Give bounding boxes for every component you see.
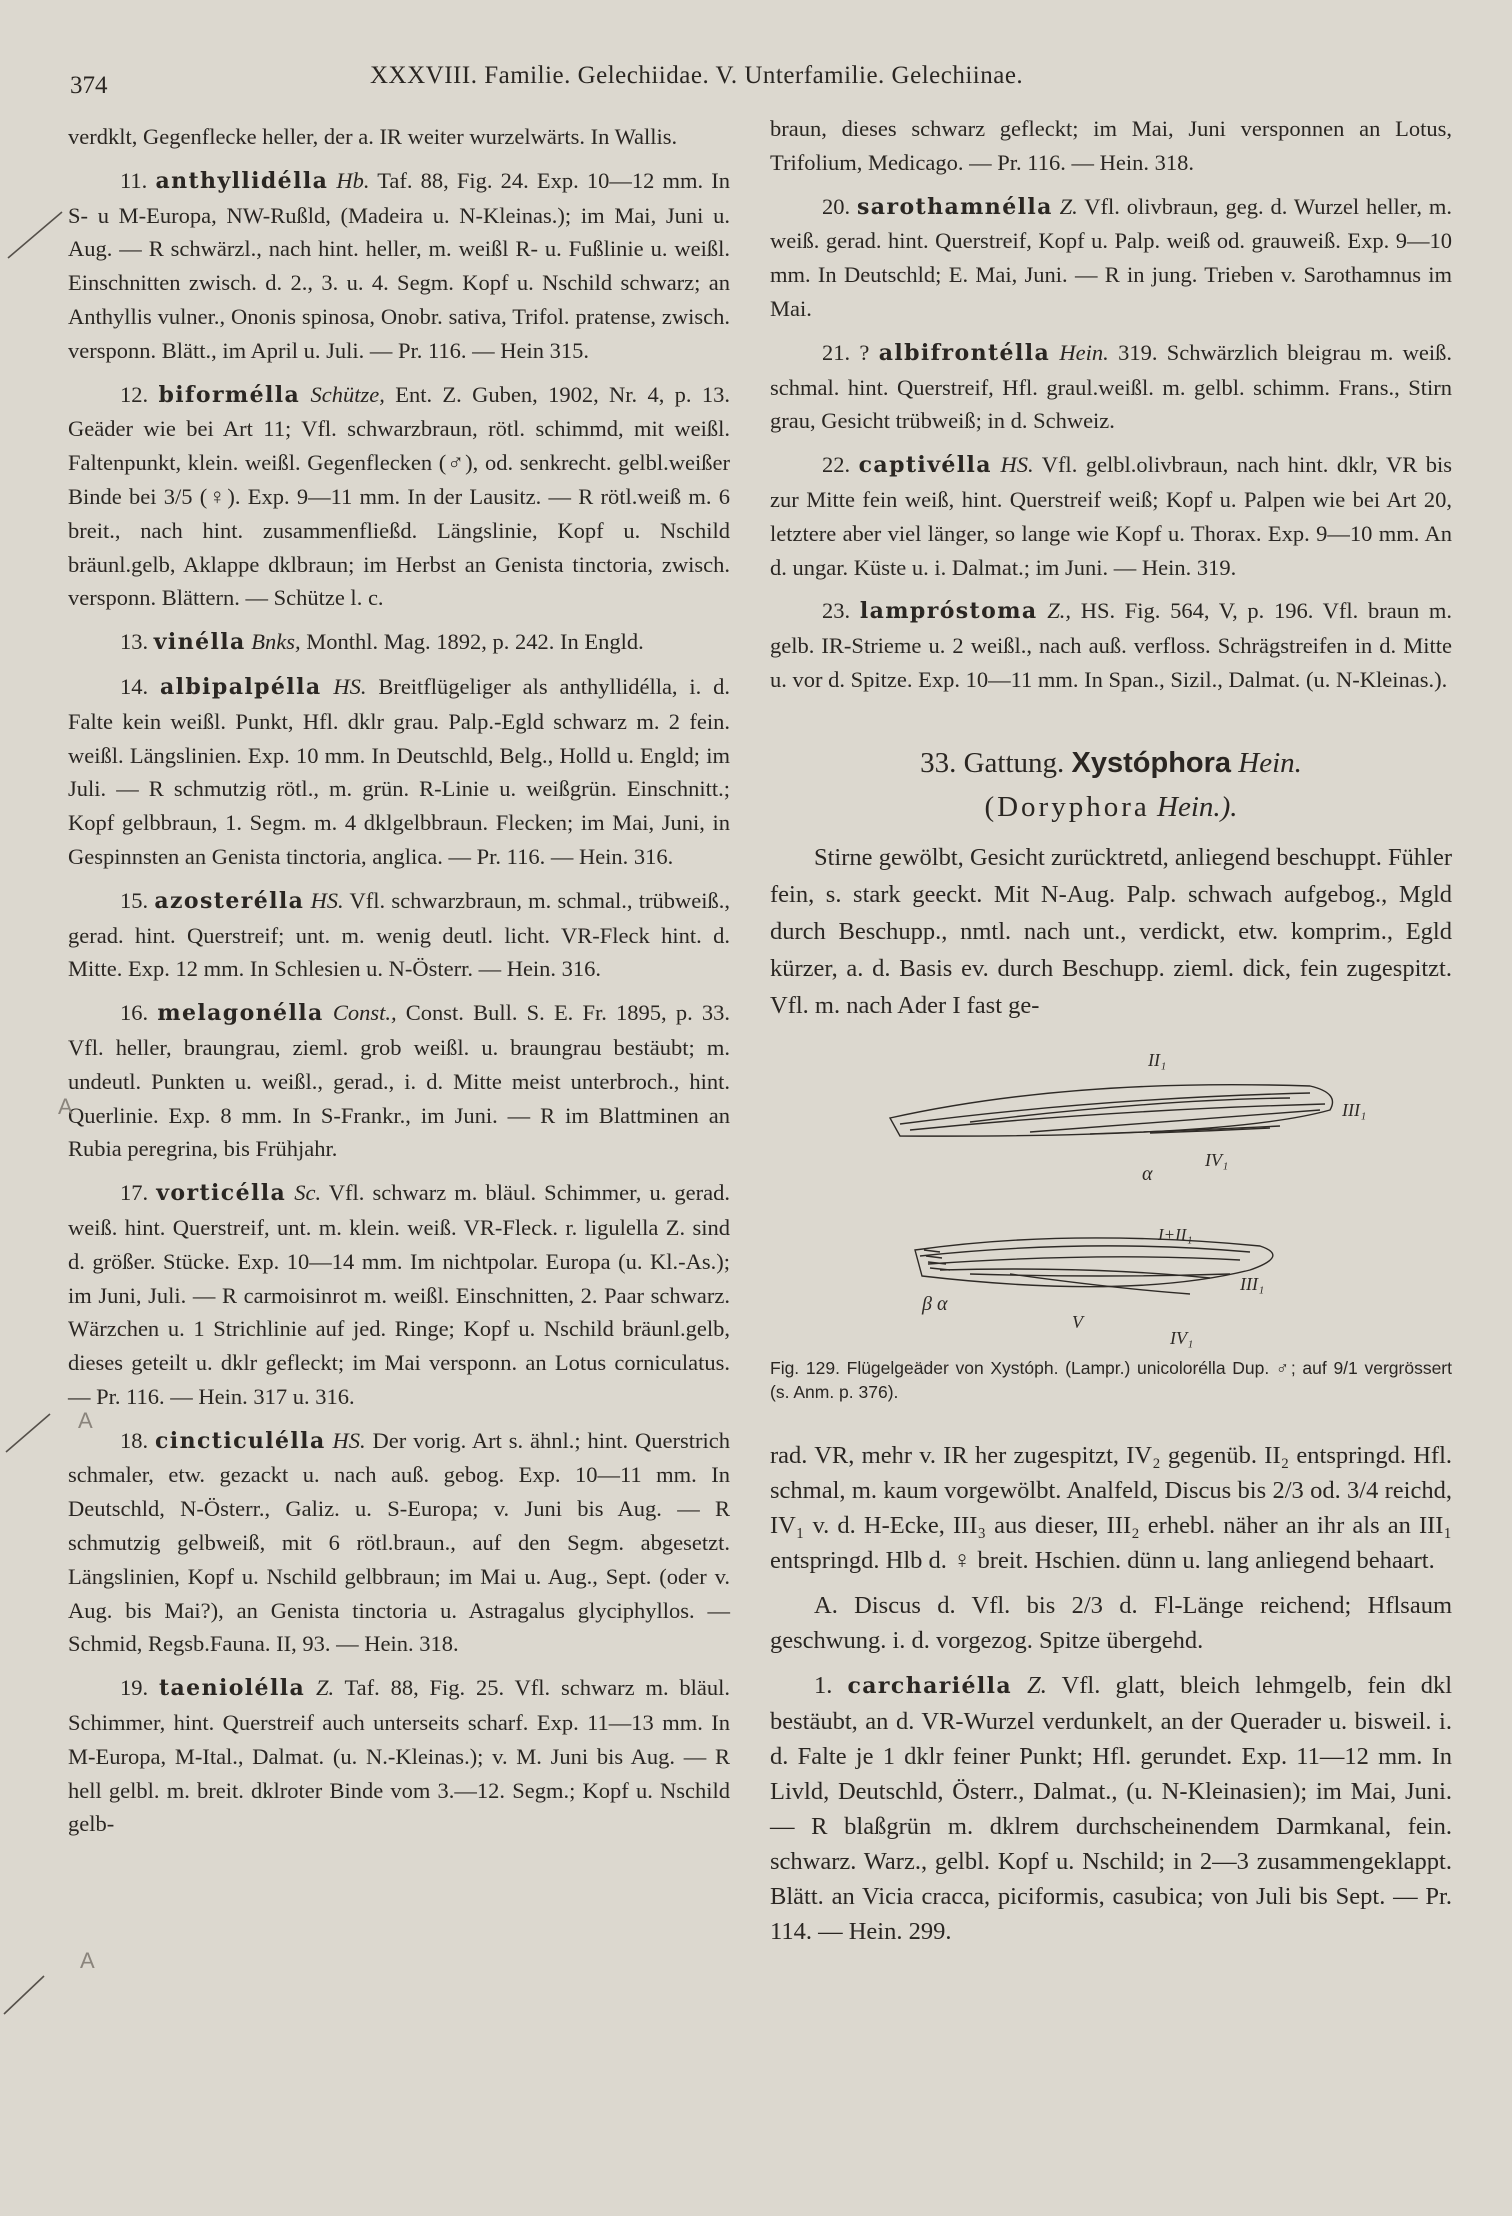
species-author: Bnks, — [251, 629, 301, 655]
species-name: melagonélla — [157, 1000, 324, 1027]
page-header — [70, 62, 1442, 102]
species-author: Z. — [315, 1675, 335, 1701]
species-entry: 23. lampróstoma Z., HS. Fig. 564, V, p. 196. Vfl. braun m. gelb. IR-Strieme u. 2 weißl., nach auß. verfloss. Schrägstreifen in d. Mitte u. vor d. Spitze. Exp. 10—11 mm. In Span., Sizil., Dalmat. (u. N-Kleinas.). — [770, 598, 1453, 692]
species-author: Hein. — [1059, 339, 1109, 365]
pencil-slash-mark — [4, 1976, 44, 2014]
vein-label: III₁ — [1342, 1099, 1367, 1120]
page-number: 374 — [70, 72, 108, 99]
species-author: Schütze, — [310, 381, 385, 407]
vein-label: IV₁ — [1205, 1149, 1229, 1170]
pencil-annotations — [0, 0, 110, 2216]
species-author: Z., — [1047, 598, 1071, 624]
species-entry: 15. azosterélla HS. Vfl. schwarzbraun, m. schmal., trübweiß., gerad. hint. Querstreif; unt. m. wenig deutl. licht. VR-Fleck hint. d. Mitte. Exp. 12 mm. In Schlesien u. N-Österr. — Hein. 316. — [68, 887, 731, 982]
vein-label: IV₁ — [1170, 1327, 1194, 1348]
species-name: anthyllidélla — [155, 167, 329, 194]
right-column — [770, 112, 1452, 1949]
species-name: albipalpélla — [159, 673, 322, 700]
species-entry: 1. carchariélla Z. Vfl. glatt, bleich lehmgelb, fein dkl bestäubt, an d. VR-Wurzel verdunkelt, an der Querader u. bisweil. i. d. Falte je 1 dklr feiner Punkt; Hfl. gerundet. Exp. 11—12 mm. In Livld, Deutschld, Österr., Dalmat., (u. N-Kleinasien); im Mai, Juni. — R blaßgrün m. dklrem durchscheinendem Darmkanal, fein. schwarz. Warz., gelbl. Kopf u. Nschild; in 2—3 zusammengeklappt. Blätt. an Vicia cracca, piciformis, casubica; von Juli bis Sept. — Pr. 114. — Hein. 299. — [770, 1671, 1453, 1945]
species-author: Sc. — [294, 1180, 322, 1206]
species-entry: 11. anthyllidélla Hb. Taf. 88, Fig. 24. Exp. 10—12 mm. In S- u M-Europa, NW-Rußld, (Madeira u. N-Kleinas.); im Mai, Juni u. Aug. — R schwärzl., nach hint. heller, m. weißl R- u. Fußlinie u. weißl. Einschnitten zwisch. d. 2., 3. u. 4. Segm. Kopf u. Nschild schwarz; an Anthyllis vulner., Ononis spinosa, Onobr. sativa, Trifol. pratense, zwisch. versponn. Blätt., im April u. Juli. — Pr. 116. — Hein 315. — [68, 167, 731, 363]
species-entry: 12. biformélla Schütze, Ent. Z. Guben, 1902, Nr. 4, p. 13. Geäder wie bei Art 11; Vfl. schwarzbraun, rötl. schimmd, mit weißl. Faltenpunkt, klein. weißl. Gegenflecken (♂), od. senkrecht. gelbl.weißer Binde bei 3/5 (♀). Exp. 9—11 mm. In der Lausitz. — R rötl.weiß m. 6 breit., nach hint. zusammenfließd. Längslinie, Kopf u. Nschild bräunl.gelb, Aklappe dklbraun; im Herbst an Genista tinctoria, zwisch. versponn. Blättern. — Schütze l. c. — [68, 381, 731, 611]
species-author: HS. — [332, 1427, 366, 1453]
vein-label: α — [1142, 1162, 1153, 1185]
species-author: Z. — [1059, 193, 1078, 219]
vein-label: β α — [922, 1292, 948, 1315]
vein-label: I+II₁ — [1158, 1224, 1193, 1244]
species-entry: 13. vinélla Bnks, Monthl. Mag. 1892, p. 242. In Engld. — [120, 629, 644, 656]
species-name: cincticulélla — [155, 1427, 326, 1454]
species-name: vorticélla — [156, 1180, 287, 1207]
vein-label: III₁ — [1240, 1273, 1265, 1294]
vein-label: II₁ — [1148, 1049, 1167, 1070]
species-name: carchariélla — [847, 1672, 1013, 1699]
species-entry: 16. melagonélla Const., Const. Bull. S. E. Fr. 1895, p. 33. Vfl. heller, braungrau, zieml. grob weißl. u. braungrau bestäubt; m. undeutl. Punkten u. weißl., gerad., i. d. Mitte meist unterbroch., hint. Querlinie. Exp. 8 mm. In S-Frankr., im Juni. — R im Blattminen an Rubia peregrina, bis Frühjahr. — [68, 1000, 731, 1162]
continuation-text: verdklt, Gegenflecke heller, der a. IR weiter wurzelwärts. In Wallis. — [68, 124, 678, 149]
species-name: biformélla — [158, 381, 301, 408]
genus-description: Stirne gewölbt, Gesicht zurücktretd, anliegend beschuppt. Fühler fein, s. stark geeckt. Mit N-Aug. Palp. schwach aufgebog., Mgld durch Beschupp., nmtl. nach unt., verdickt, etw. komprim., Egld kürzer, a. d. Basis ev. durch Beschupp. zieml. dick, fein zugespitzt. Vfl. m. nach Ader I fast ge- — [770, 843, 1452, 1019]
pencil-a-mark: A — [58, 1094, 73, 1119]
species-entry: 14. albipalpélla HS. Breitflügeliger als anthyllidélla, i. d. Falte kein weißl. Punkt, Hfl. dklr grau. Palp.-Egld schwarz m. 2 fein. weißl. Längslinien. Exp. 10 mm. In Deutschld, Belg., Holld u. Engld; im Juli. — R schmutzig rötl., m. grün. R-Linie u. weißgrün. Einschnitt.; Kopf gelbbraun, 1. Segm. m. 4 dklgelbbraun. Flecken; im Mai, Juni, in Gespinnsten an Genista tinctoria, anglica. — Pr. 116. — Hein. 316. — [68, 673, 731, 869]
species-entry: 20. sarothamnélla Z. Vfl. olivbraun, geg. d. Wurzel heller, m. weiß. gerad. hint. Querstreif, Kopf u. Palp. weiß od. grauweiß. Exp. 9—10 mm. In Deutschld; E. Mai, Juni. — R in jung. Trieben v. Sarothamnus im Mai. — [770, 193, 1453, 321]
species-name: taeniolélla — [158, 1675, 306, 1702]
figure-caption: Fig. 129. Flügelgeäder von Xystóph. (Lampr.) unicolorélla Dup. ♂; auf 9/1 vergrössert (s. Anm. p. 376). — [770, 1357, 1452, 1402]
pencil-a-mark: A — [80, 1948, 95, 1973]
wing-venation-figure — [770, 1038, 1452, 1438]
species-author: Z. — [1027, 1671, 1047, 1699]
pencil-slash-mark — [6, 1414, 50, 1452]
pencil-slash-mark — [8, 212, 62, 258]
species-name: albifrontélla — [878, 339, 1051, 366]
genus-name: Xystóphora — [1071, 746, 1232, 779]
species-name: captivélla — [858, 452, 992, 479]
species-name: sarothamnélla — [857, 193, 1053, 220]
pencil-a-mark: A — [78, 1408, 93, 1433]
species-author: Hb. — [336, 167, 370, 193]
species-author: HS. — [333, 673, 367, 699]
species-name: azosterélla — [154, 887, 305, 914]
species-name: lampróstoma — [859, 598, 1038, 625]
species-author: Const., — [332, 1000, 397, 1026]
species-author: HS. — [1000, 452, 1034, 478]
continuation-text: braun, dieses schwarz gefleckt; im Mai, Juni versponnen an Lotus, Trifolium, Medicago. — Pr. 116. — Hein. 318. — [770, 116, 1452, 175]
species-entry: 19. taeniolélla Z. Taf. 88, Fig. 25. Vfl. schwarz m. bläul. Schimmer, hint. Querstreif auch unterseits scharf. Exp. 11—13 mm. In M-Europa, M-Ital., Dalmat. (u. N.-Kleinas.); v. M. Juni bis Aug. — R hell gelbl. m. breit. dklroter Binde vom 3.—12. Segm.; Kopf u. Nschild gelb- — [68, 1675, 731, 1837]
species-entry: 17. vorticélla Sc. Vfl. schwarz m. bläul. Schimmer, u. gerad. weiß. hint. Querstreif, unt. m. klein. weiß. VR-Fleck. r. ligulella Z. sind d. größer. Stücke. Exp. 10—14 mm. Im nichtpolar. Europa (u. Kl.-As.); im Juni, Juli. — R carmoisinrot m. weißl. Einschnitten, 2. Paar schwarz. Wärzchen u. 1 Strichlinie auf jed. Ringe; Kopf u. Nschild bräunl.gelb, dieses geteilt u. dklr gefleckt; im Mai versponn. an Lotus corniculatus. — Pr. 116. — Hein. 317 u. 316. — [68, 1180, 731, 1409]
species-entry: 18. cincticulélla HS. Der vorig. Art s. ähnl.; hint. Querstrich schmaler, etw. gezackt u. nach auß. gebog. Exp. 10—11 mm. In Deutschld, N-Österr., Galiz. u. S-Europa; v. Juni bis Aug. — R schmutzig gelbweiß, mit 6 rötl.braun., auf den Segm. abgesetzt. Längslinien, Kopf u. Nschild gelbbraun; im Mai u. Aug., Sept. (oder v. Aug. bis Mai?), an Genista tinctoria u. Astragalus glyciphyllos. — Schmid, Regsb.Fauna. II, 93. — Hein. 318. — [68, 1427, 731, 1657]
species-name: vinélla — [153, 629, 246, 656]
left-column — [68, 120, 730, 1841]
running-title: XXXVIII. Familie. Gelechiidae. V. Unterfamilie. Gelechiinae. — [370, 62, 1024, 89]
species-author: HS. — [310, 887, 344, 913]
species-entry: 21. ? albifrontélla Hein. 319. Schwärzlich bleigrau m. weiß. schmal. hint. Querstreif, Hfl. graul.weißl. m. gelbl. schimm. Frans., Stirn grau, Gesicht trübweiß; in d. Schweiz. — [770, 339, 1453, 434]
genus-synonym: (Doryphora — [984, 790, 1150, 823]
genus-heading: 33. Gattung. Xystóphora Hein. (Doryphora Hein.). — [920, 746, 1302, 823]
genus-description-continued: rad. VR, mehr v. IR her zugespitzt, IV₂ gegenüb. II₂ entspringd. Hfl. schmal, m. kaum vorgewölbt. Analfeld, Discus bis 2/3 od. 3/4 reichd, IV₁ v. d. H-Ecke, III₃ aus dieser, III₂ erhebl. näher an ihr als an III₁ entspringd. Hlb d. ♀ breit. Hschien. dünn u. lang anliegend behaart. A. Discus d. Vfl. bis 2/3 d. Fl-Länge reichend; Hflsaum geschwung. i. d. vorgezog. Spitze übergehd. 1. carchariélla Z. Vfl. glatt, bleich lehmgelb, fein dkl bestäubt, an d. VR-Wurzel verdunkelt, an der Querader u. bisweil. i. d. Falte je 1 dklr feiner Punkt; Hfl. gerundet. Exp. 11—12 mm. In Livld, Deutschld, Österr., Dalmat., (u. N-Kleinasien); im Mai, Juni. — R blaßgrün m. dklrem durchscheinendem Darmkanal, fein. schwarz. Warz., gelbl. Kopf u. Nschild; in 2—3 zusammengeklappt. Blätt. an Vicia cracca, piciformis, casubica; von Juli bis Sept. — Pr. 114. — Hein. 299. — [770, 1438, 1452, 1949]
species-entry: 22. captivélla HS. Vfl. gelbl.olivbraun, nach hint. dklr, VR bis zur Mitte fein weiß, hint. Querstreif weiß; Kopf u. Palpen wie bei Art 20, letztere aber viel länger, so lange wie Kopf u. Thorax. Exp. 9—10 mm. An d. ungar. Küste u. i. Dalmat.; im Juni. — Hein. 319. — [770, 452, 1453, 580]
vein-label: V — [1072, 1311, 1083, 1332]
